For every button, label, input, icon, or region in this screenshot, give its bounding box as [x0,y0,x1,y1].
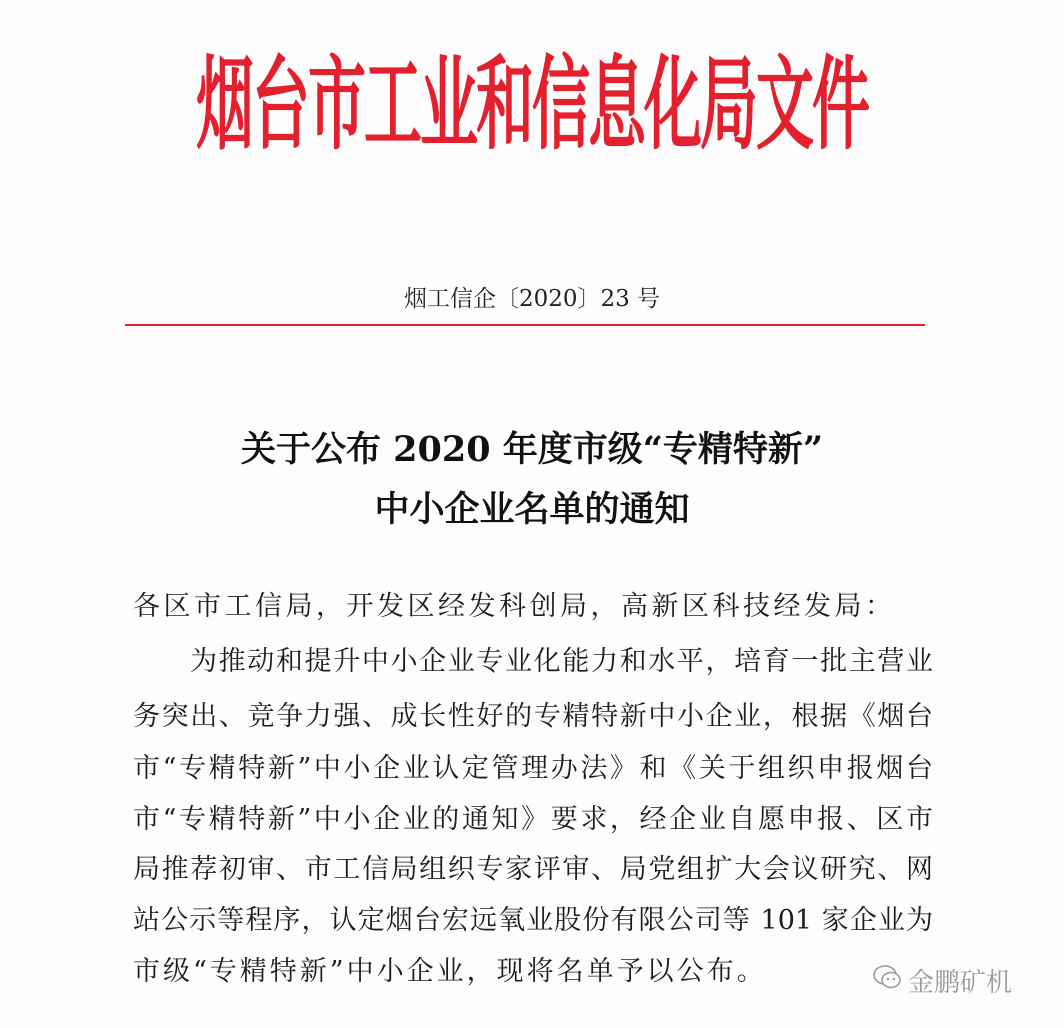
notice-title-line-1: 关于公布 2020 年度市级“专精特新” [240,429,824,470]
document-number: 烟工信企〔2020〕23 号 [403,286,661,312]
red-divider [125,324,925,326]
agency-title: 烟台市工业和信息化局文件 [195,45,868,164]
salutation: 各区市工信局，开发区经发科创局，高新区科技经发局： [133,591,896,622]
body-line: 站公示等程序，认定烟台宏远氧业股份有限公司等 101 家企业为 [133,905,933,936]
wechat-icon [872,963,902,998]
body-line: 市“专精特新”中小企业的通知》要求，经企业自愿申报、区市 [133,804,933,835]
body-line: 务突出、竞争力强、成长性好的专精特新中小企业，根据《烟台 [133,701,933,732]
notice-title-line-2: 中小企业名单的通知 [374,489,690,530]
body-line: 局推荐初审、市工信局组织专家评审、局党组扩大会议研究、网 [133,854,933,885]
body-line: 为推动和提升中小企业专业化能力和水平，培育一批主营业 [190,646,933,677]
watermark-text: 金鹏矿机 [908,968,1013,998]
watermark [872,962,1012,999]
body-line: 市“专精特新”中小企业认定管理办法》和《关于组织申报烟台 [133,753,933,784]
body-line: 市级“专精特新”中小企业，现将名单予以公布。 [133,956,767,987]
